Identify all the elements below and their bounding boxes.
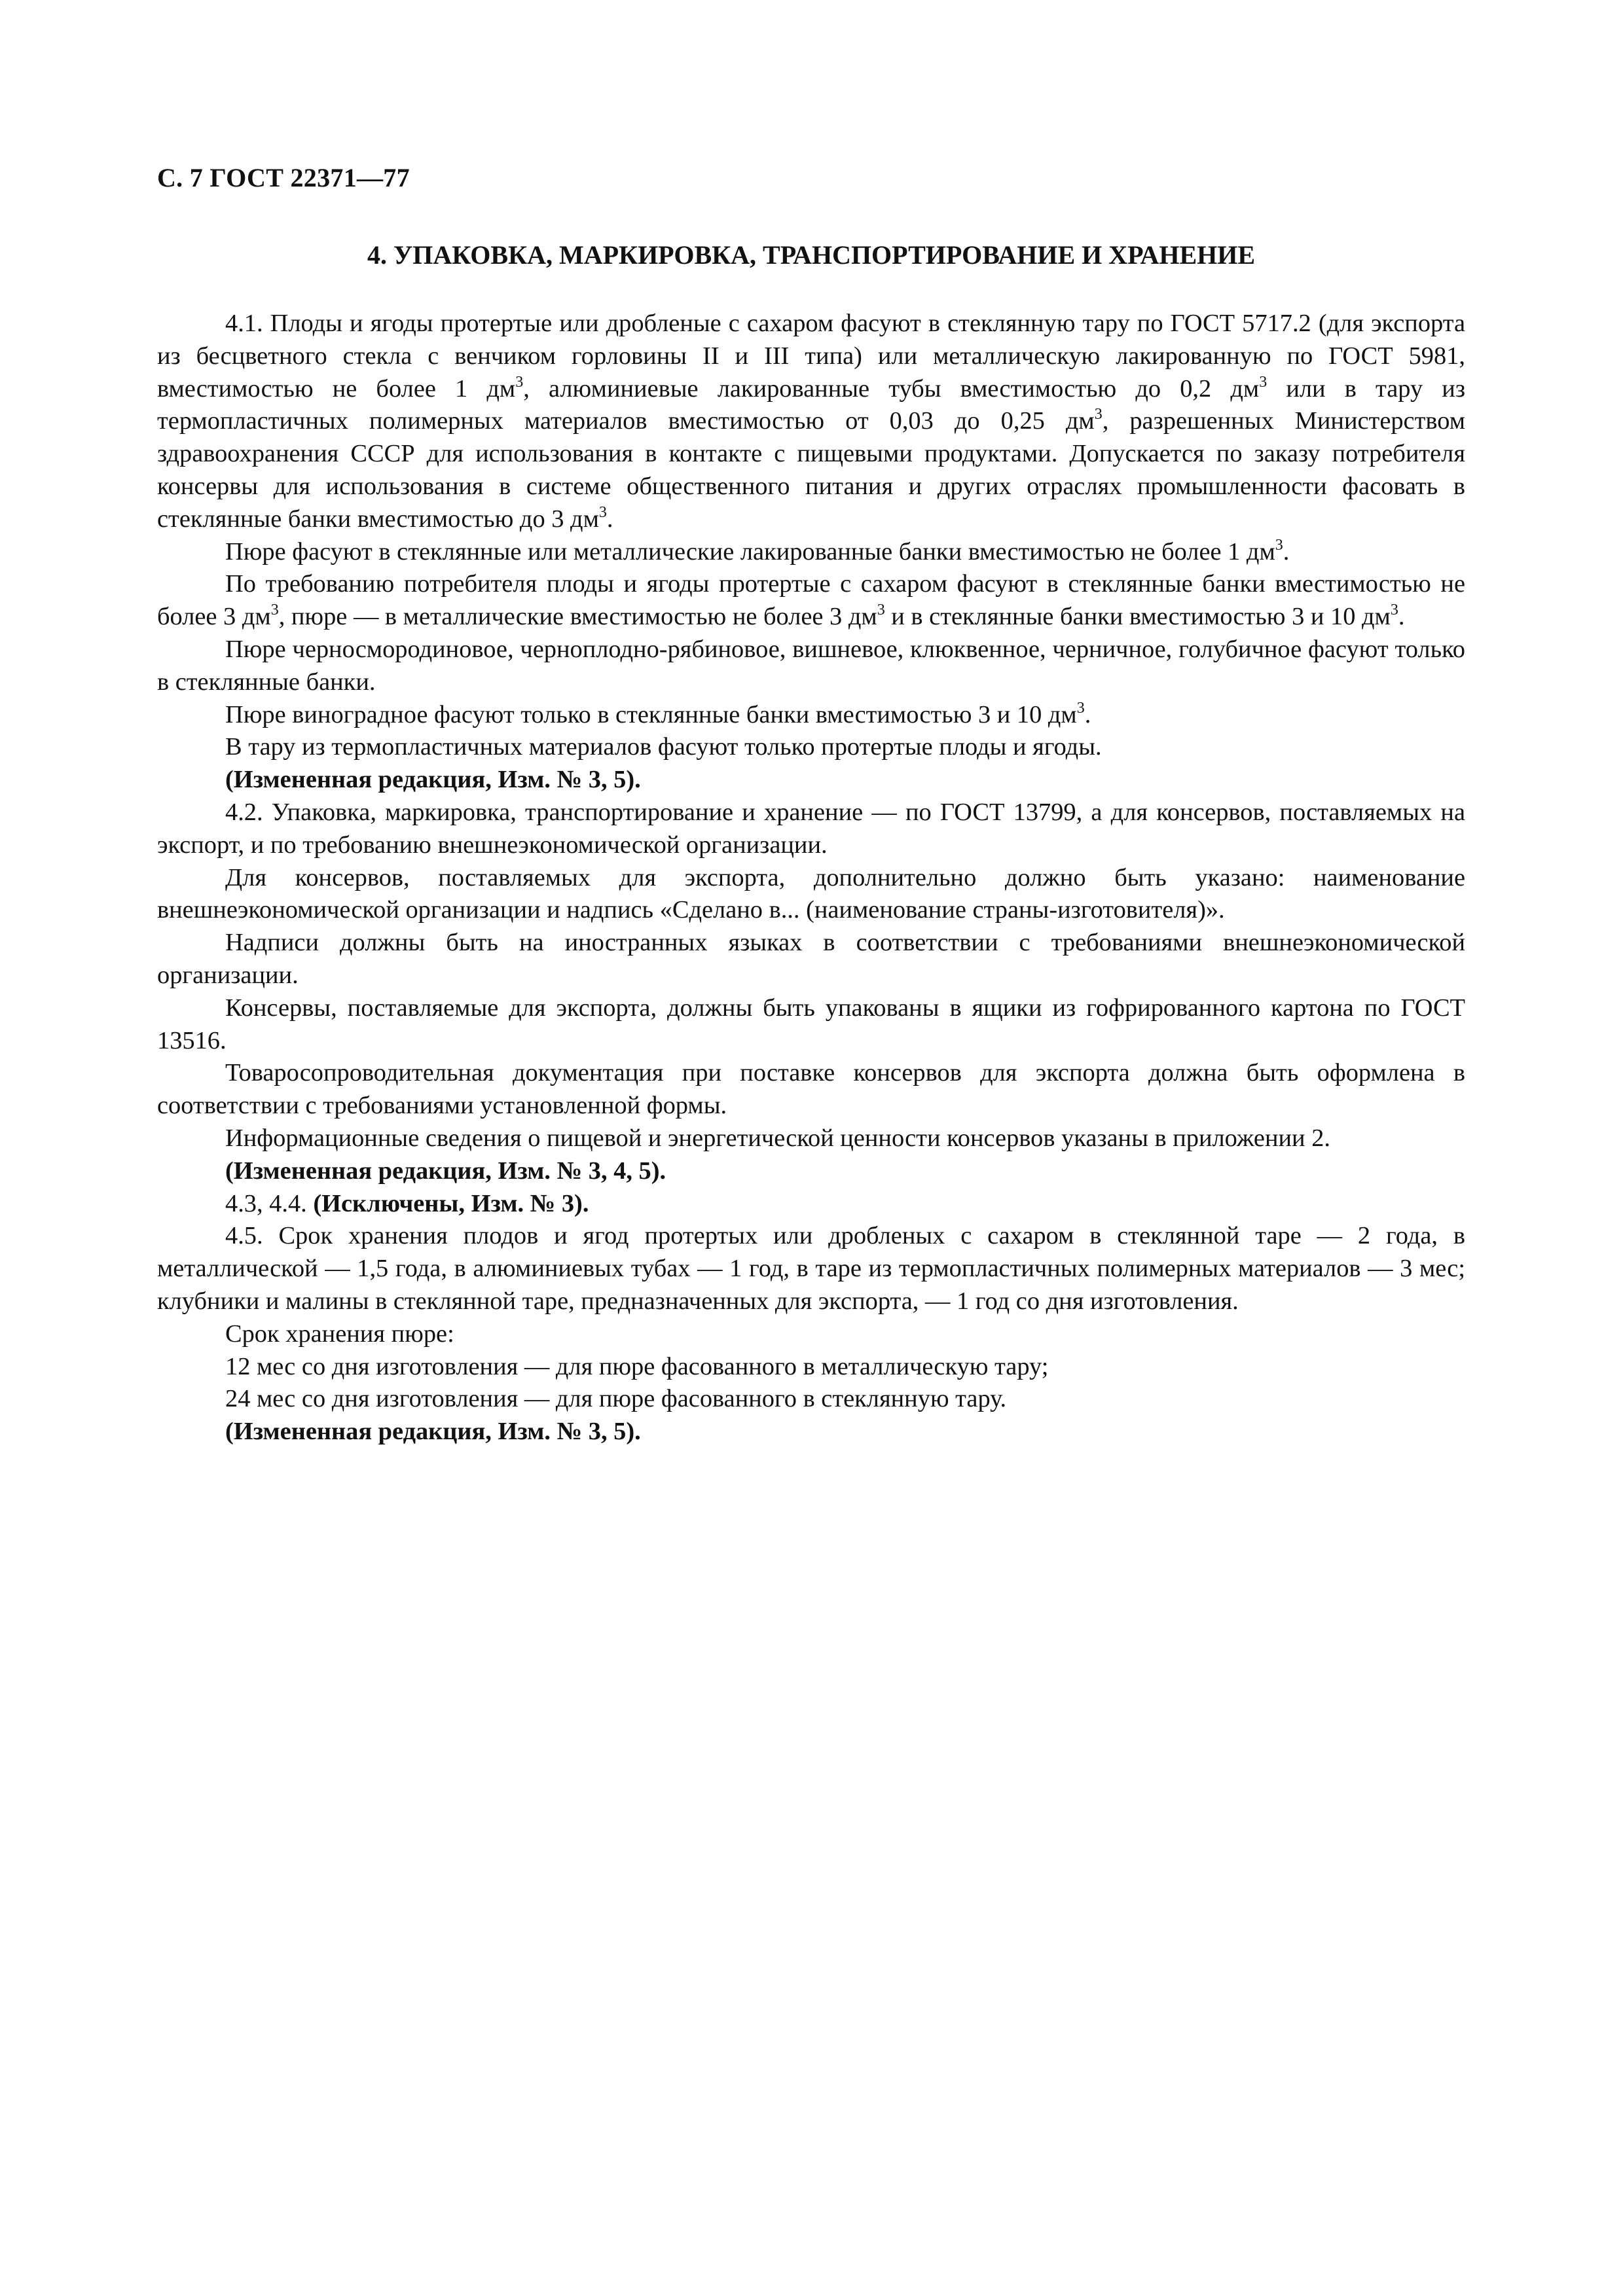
paragraph-export-boxes: Консервы, поставляемые для экспорта, должны быть упакованы в ящики из гофрированного картона по ГОСТ 13516. bbox=[157, 994, 1465, 1054]
superscript: 3 bbox=[1259, 373, 1267, 391]
text-run: 4.3, 4.4. bbox=[225, 1189, 314, 1217]
text-run: 4.1. Плоды и ягоды протертые или дробленые с сахаром фасуют в стеклянную тару по ГОСТ 5717.2 (для экспорта из бесцветного стекла с венчиком горловины II и III типа) или металлическую лакированную по ГОСТ 5981, вместимостью не более 1 дм bbox=[157, 310, 1465, 403]
superscript: 3 bbox=[877, 601, 885, 619]
amendment-note: (Измененная редакция, Изм. № 3, 5). bbox=[225, 1418, 641, 1446]
paragraph-thermoplastic: В тару из термопластичных материалов фасуют только протертые плоды и ягоды. bbox=[225, 733, 1102, 761]
paragraph-export-labeling: Для консервов, поставляемых для экспорта, дополнительно должно быть указано: наименование внешнеэкономической организации и надпись «Сделано в... (наименование страны-изготовителя)». bbox=[157, 863, 1465, 924]
superscript: 3 bbox=[1076, 699, 1085, 717]
text-run: . bbox=[1398, 603, 1405, 631]
text-run: По требованию потребителя плоды и ягоды протертые с сахаром фасуют в стеклянные банки вместимостью не более 3 дм bbox=[157, 570, 1465, 631]
paragraph-metal-tare: 12 мес со дня изготовления — для пюре фасованного в металлическую тару; bbox=[225, 1352, 1049, 1380]
paragraph-puree-packaging bbox=[157, 536, 1465, 569]
superscript: 3 bbox=[598, 503, 607, 521]
text-run: . bbox=[1283, 537, 1290, 565]
paragraph-4-3-4-4 bbox=[157, 1188, 1465, 1221]
amendment-note: (Измененная редакция, Изм. № 3, 4, 5). bbox=[225, 1157, 666, 1185]
superscript: 3 bbox=[270, 601, 279, 619]
text-run: , разрешенных Министерством здравоохранения СССР для использования в контакте с пищевыми продуктами. Допускается по заказу потребителя консервы для использования в системе общественного питания и других отраслях промышленности фасовать в стеклянные банки вместимостью до 3 дм bbox=[157, 407, 1465, 533]
text-run: . bbox=[606, 505, 613, 533]
paragraph-4-5: 4.5. Срок хранения плодов и ягод протертых или дробленых с сахаром в стеклянной таре — 2 года, в металлической — 1,5 года, в алюминиевых тубах — 1 год, в таре из термопластичных полимерных материалов — 3 мес; клубники и малины в стеклянной таре, предназначенных для экспорта, — 1 год со дня изготовления. bbox=[157, 1222, 1465, 1315]
paragraph-4-2: 4.2. Упаковка, маркировка, транспортирование и хранение — по ГОСТ 13799, а для консервов, поставляемых на экспорт, и по требованию внешнеэкономической организации. bbox=[157, 798, 1465, 859]
paragraph-berry-puree: Пюре черносмородиновое, черноплодно-рябиновое, вишневое, клюквенное, черничное, голубичное фасуют только в стеклянные банки. bbox=[157, 635, 1465, 696]
paragraph-grape-puree bbox=[157, 699, 1465, 732]
text-run: . bbox=[1084, 700, 1091, 728]
paragraph-nutrition-info: Информационные сведения о пищевой и энергетической ценности консервов указаны в приложении 2. bbox=[225, 1124, 1330, 1152]
running-head: С. 7 ГОСТ 22371—77 bbox=[157, 163, 410, 192]
section-title: 4. УПАКОВКА, МАРКИРОВКА, ТРАНСПОРТИРОВАНИЕ И ХРАНЕНИЕ bbox=[367, 240, 1256, 270]
text-run: и в стеклянные банки вместимостью 3 и 10 дм bbox=[884, 603, 1391, 631]
text-run: , пюре — в металлические вместимостью не более 3 дм bbox=[278, 603, 877, 631]
text-run: или в тару из термопластичных полимерных материалов вместимостью от 0,03 до 0,25 дм bbox=[157, 374, 1465, 435]
paragraph-4-1 bbox=[157, 308, 1465, 536]
superscript: 3 bbox=[1275, 536, 1283, 554]
superscript: 3 bbox=[1390, 601, 1398, 619]
superscript: 3 bbox=[1094, 406, 1103, 423]
text-run: Пюре фасуют в стеклянные или металлические лакированные банки вместимостью не более 1 дм bbox=[225, 537, 1275, 565]
text-run: Пюре виноградное фасуют только в стеклянные банки вместимостью 3 и 10 дм bbox=[225, 700, 1077, 728]
paragraph-foreign-languages: Надписи должны быть на иностранных языках в соответствии с требованиями внешнеэкономической организации. bbox=[157, 929, 1465, 989]
section-body bbox=[157, 308, 1465, 1448]
paragraph-consumer-request bbox=[157, 568, 1465, 634]
superscript: 3 bbox=[515, 373, 524, 391]
amendment-note: (Измененная редакция, Изм. № 3, 5). bbox=[225, 766, 641, 794]
text-run-bold: (Исключены, Изм. № 3). bbox=[313, 1189, 589, 1217]
paragraph-shipping-docs: Товаросопроводительная документация при поставке консервов для экспорта должна быть оформлена в соответствии с требованиями установленной формы. bbox=[157, 1059, 1465, 1120]
paragraph-puree-shelf-life: Срок хранения пюре: bbox=[225, 1319, 454, 1348]
paragraph-glass-tare: 24 мес со дня изготовления — для пюре фасованного в стеклянную тару. bbox=[225, 1385, 1007, 1413]
text-run: , алюминиевые лакированные тубы вместимостью до 0,2 дм bbox=[523, 374, 1260, 403]
